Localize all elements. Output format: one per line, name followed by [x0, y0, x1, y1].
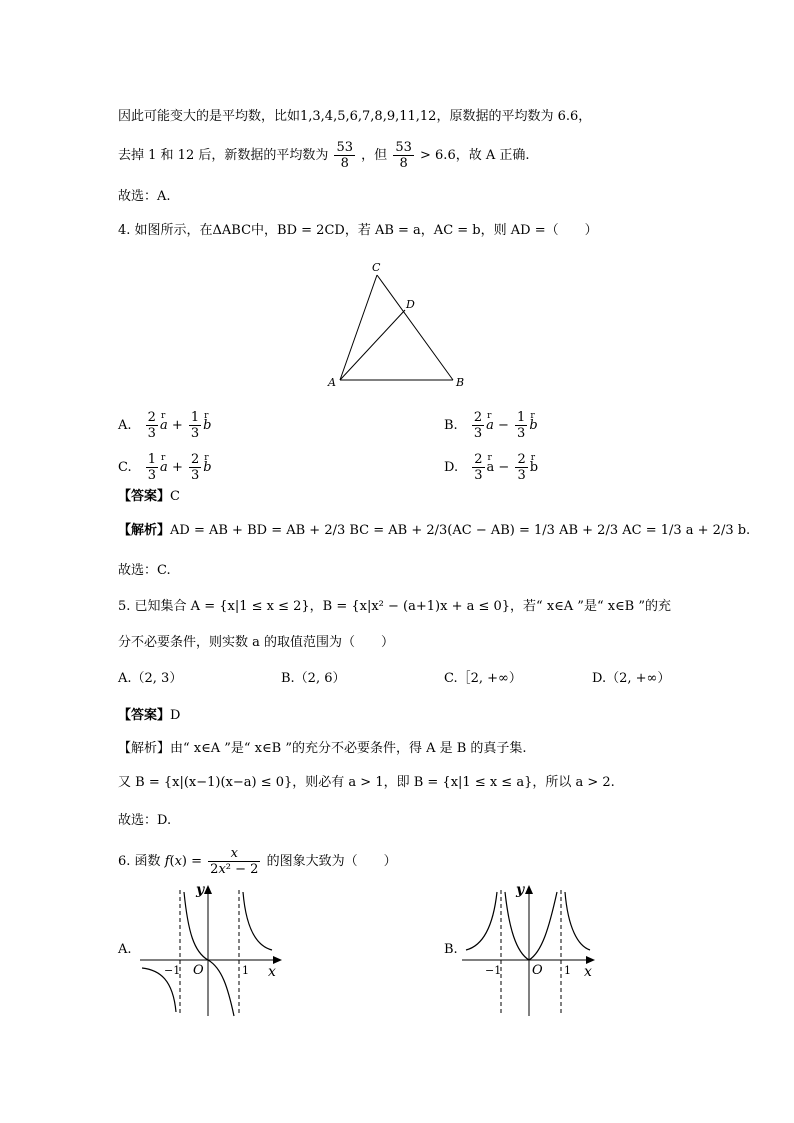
q5-option-c: C.［2, +∞）: [444, 671, 522, 686]
fraction-numerator: 53: [395, 140, 412, 155]
x-axis-label: x: [584, 964, 592, 980]
q5-option-a: A.（2, 3）: [118, 671, 183, 686]
vertex-label-a: A: [328, 376, 336, 389]
vertex-label-b: B: [456, 376, 465, 389]
question-4: 4. 如图所示，在ΔABC中，BD = 2CD，若 AB = a，AC = b，则 AD =（ ）: [118, 223, 598, 238]
q5-option-d: D.（2, +∞）: [592, 671, 671, 686]
tick-label-1: 1: [564, 964, 571, 977]
text-line-2-part-b: ，但: [361, 148, 388, 163]
fraction-denominator: 8: [399, 156, 408, 171]
question-5-line-2: 分不必要条件，则实数 a 的取值范围为（ ）: [118, 635, 395, 650]
answer-5: [118, 707, 180, 725]
q4-option-a: A. $\frac{2}{3}$ r a + $\frac{1}{3}$ r b: [118, 410, 212, 441]
explanation-label: 【解析】: [118, 523, 171, 538]
option-label: A.: [118, 418, 132, 433]
q4-option-b: B. $\frac{2}{3}$ r a − $\frac{1}{3}$ r b: [444, 410, 538, 441]
text-line-2-part-c: > 6.6，故 A 正确.: [420, 148, 530, 163]
vertex-label-c: C: [372, 261, 381, 274]
tick-label-neg1: −1: [164, 964, 181, 977]
option-label: B.: [444, 418, 458, 433]
choose-d-line: 故选：D.: [118, 813, 172, 828]
vertex-label-d: D: [406, 298, 415, 311]
y-axis-label: y: [196, 882, 205, 898]
explanation-5-line-2: 又 B = {x|(x−1)(x−a) ≤ 0}，则必有 a > 1，即 B = {x|1 ≤ x ≤ a}，所以 a > 2.: [118, 775, 615, 790]
graph-option-b: [460, 882, 610, 1018]
question-5-line-1: 5. 已知集合 A = {x|1 ≤ x ≤ 2}，B = {x|x² − (a+1)x + a ≤ 0}，若“ x∈A ”是“ x∈B ”的充: [118, 599, 672, 614]
y-axis-label: y: [516, 882, 525, 898]
text-line-1: 因此可能变大的是平均数，比如1,3,4,5,6,7,8,9,11,12，原数据的平均数为 6.6，: [118, 109, 592, 124]
q4-option-d: D. $\frac{2}{3}$ r a − $\frac{2}{3}$ r b: [444, 452, 538, 483]
fraction-denominator: 8: [340, 156, 349, 171]
explanation-5-line-1: 【解析】由“ x∈A ”是“ x∈B ”的充分不必要条件，得 A 是 B 的真子集.: [118, 741, 527, 756]
option-label: D.: [444, 460, 459, 475]
text-line-2-part-a: 去掉 1 和 12 后，新数据的平均数为: [118, 148, 329, 163]
explanation-4: [118, 522, 750, 540]
question-6: 6. 函数 f(x) = $\frac{x}{\text{2x² − 2}}$ 的图象大致为（ ）: [118, 846, 397, 877]
x-axis-label: x: [268, 964, 276, 980]
tick-label-1: 1: [242, 964, 249, 977]
question-6-suffix: 的图象大致为（ ）: [266, 854, 397, 869]
text-line-2: [118, 140, 530, 171]
answer-label: 【答案】: [118, 489, 171, 504]
question-6-prefix: 6. 函数: [118, 854, 161, 869]
q4-option-c: C. $\frac{1}{3}$ r a + $\frac{2}{3}$ r b: [118, 452, 212, 483]
answer-4: [118, 488, 180, 506]
choose-c-line: 故选：C.: [118, 563, 171, 578]
fraction-53-8-second: [393, 140, 414, 171]
q6-option-b-label: B.: [444, 942, 458, 957]
fraction-53-8-first: [334, 140, 355, 171]
tick-label-neg1: −1: [485, 964, 502, 977]
option-label: C.: [118, 460, 132, 475]
choose-a-line: 故选：A.: [118, 189, 171, 204]
explanation-body: AD = AB + BD = AB + 2/3 BC = AB + 2/3(AC − AB) = 1/3 AB + 2/3 AC = 1/3 a + 2/3 b.: [170, 523, 751, 538]
q5-option-b: B.（2, 6）: [281, 671, 346, 686]
answer-value: C: [170, 489, 180, 504]
answer-value: D: [170, 708, 181, 723]
answer-label: 【答案】: [118, 708, 171, 723]
q6-option-a-label: A.: [118, 942, 132, 957]
graph-option-a: [138, 882, 288, 1018]
origin-label: O: [532, 963, 543, 978]
triangle-figure: [325, 258, 475, 390]
origin-label: O: [193, 963, 204, 978]
fraction-numerator: 53: [336, 140, 354, 155]
